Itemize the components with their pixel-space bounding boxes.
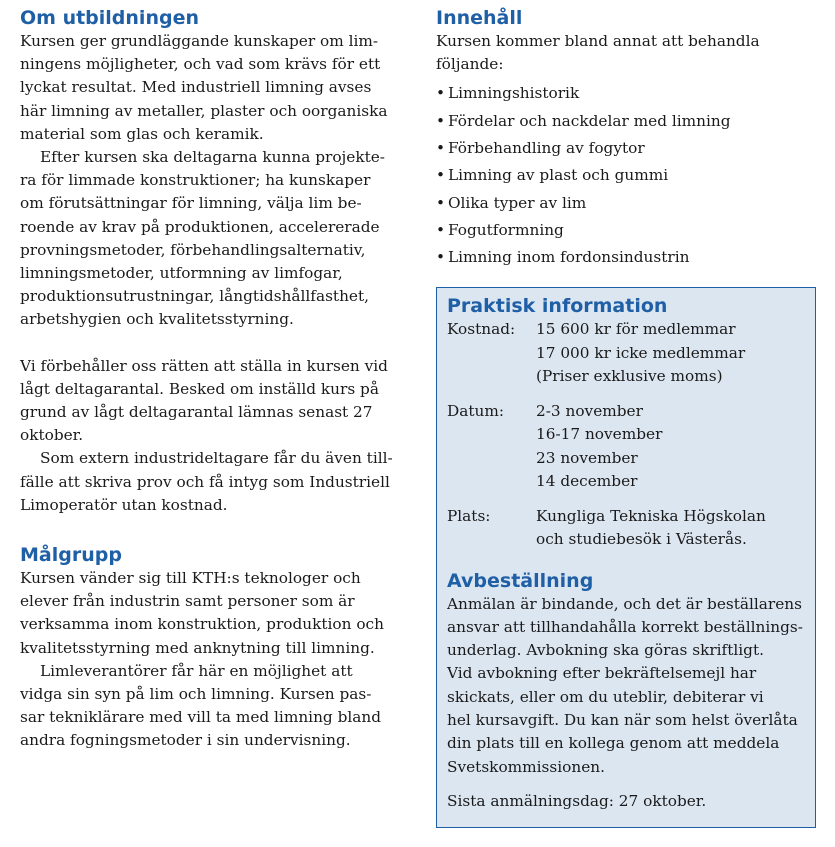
text-line: Efter kursen ska deltagarna kunna projekte- (40, 148, 385, 167)
list-item: • Fogutformning (436, 217, 821, 244)
text-line: andra fogningsmetoder i sin undervisning. (20, 731, 351, 750)
text-line: Kursen kommer bland annat att behandla (436, 32, 760, 50)
right-column (436, 0, 821, 271)
text-line: Kursen vänder sig till KTH:s teknologer och (20, 569, 361, 588)
date-value: 14 december (536, 472, 638, 490)
cost-value: (Priser exklusive moms) (536, 367, 723, 385)
bullet-icon: • (436, 166, 446, 185)
bullet-icon: • (436, 193, 446, 212)
about-paragraph-4 (20, 447, 405, 517)
text-line: ra för limmade konstruktioner; ha kunskaper (20, 171, 371, 190)
place-value: och studiebesök i Västerås. (536, 530, 747, 548)
text-line: här limning av metaller, plaster och oorganiska (20, 101, 388, 120)
text-line: elever från industrin samt personer som är (20, 592, 355, 611)
text-line: grund av lågt deltagarantal lämnas senast 27 (20, 403, 373, 422)
text-line: följande: (436, 55, 504, 74)
bullet-icon: • (436, 139, 446, 157)
text-line: kvalitetsstyrning med anknytning till limning. (20, 638, 375, 657)
list-item: • Limning av plast och gummi (436, 162, 821, 189)
text-line: material som glas och keramik. (20, 124, 264, 143)
text-line: Limoperatör utan kostnad. (20, 495, 228, 514)
text-line: lyckat resultat. Med industriell limning avses (20, 78, 372, 97)
practical-heading: Praktisk information (447, 295, 668, 317)
text-line: din plats till en kollega genom att meddela (447, 734, 780, 753)
date-label: Datum: (447, 401, 505, 420)
text-line: skickats, eller om du uteblir, debiterar vi (447, 687, 764, 706)
text-line: Vid avbokning efter bekräftelsemejl har (447, 664, 757, 683)
place-row (447, 505, 805, 552)
text-line: ansvar att tillhandahålla korrekt beställnings- (447, 617, 803, 636)
about-heading: Om utbildningen (20, 7, 199, 29)
text-line: oktober. (20, 426, 84, 445)
bullet-icon: • (436, 111, 446, 130)
text-line: verksamma inom konstruktion, produktion och (20, 615, 384, 634)
text-line: vidga sin syn på lim och limning. Kursen pas- (20, 685, 372, 704)
text-line: underlag. Avbokning ska göras skriftligt. (447, 641, 764, 660)
text-line: om förutsättningar för limning, välja lim be- (20, 194, 362, 213)
text-line: Anmälan är bindande, och det är beställarens (447, 594, 802, 613)
text-line: arbetshygien och kvalitetsstyrning. (20, 310, 294, 329)
target-paragraph-1 (20, 567, 405, 660)
bullet-icon: • (436, 84, 446, 103)
practical-info-box (436, 287, 816, 828)
text-line: provningsmetoder, förbehandlingsalternativ, (20, 240, 366, 259)
date-row (447, 400, 805, 494)
contents-heading: Innehåll (436, 7, 523, 29)
date-value: 23 november (536, 448, 638, 467)
text-line: limningsmetoder, utformning av limfogar, (20, 264, 343, 283)
text-line: hel kursavgift. Du kan när som helst överlåta (447, 710, 798, 729)
about-paragraph-2 (20, 146, 405, 332)
date-value: 16-17 november (536, 425, 663, 443)
text-line: lågt deltagarantal. Besked om inställd kurs på (20, 379, 379, 398)
list-item: • Limningshistorik (436, 80, 821, 107)
bullet-icon: • (436, 220, 446, 239)
text-line: Som extern industrideltagare får du även till- (40, 449, 393, 468)
text-line: roende av krav på produktionen, accelererade (20, 217, 380, 236)
target-paragraph-2 (20, 660, 405, 753)
target-heading: Målgrupp (20, 544, 122, 567)
cost-label: Kostnad: (447, 320, 516, 338)
left-column (20, 0, 405, 753)
place-value: Kungliga Tekniska Högskolan (536, 506, 766, 525)
text-line: fälle att skriva prov och få intyg som Industriell (20, 472, 390, 491)
text-line: produktionsutrustningar, långtidshållfasthet, (20, 287, 369, 306)
text-line: Limleverantörer får här en möjlighet att (40, 661, 353, 680)
place-label: Plats: (447, 506, 491, 525)
text-line: Svetskommissionen. (447, 757, 605, 776)
text-line: ningens möjligheter, och vad som krävs för ett (20, 55, 381, 74)
contents-list (436, 80, 821, 271)
list-item: • Fördelar och nackdelar med limning (436, 108, 821, 135)
deadline-text: Sista anmälningsdag: 27 oktober. (447, 791, 707, 810)
text-line: sar tekniklärare med vill ta med limning bland (20, 708, 382, 727)
cancellation-paragraph (447, 593, 805, 779)
list-item: • Limning inom fordonsindustrin (436, 244, 821, 271)
text-line: Kursen ger grundläggande kunskaper om lim- (20, 32, 379, 50)
text-line: Vi förbehåller oss rätten att ställa in kursen vid (20, 356, 388, 375)
about-paragraph-1 (20, 30, 405, 146)
cost-row (447, 318, 805, 389)
cost-value: 15 600 kr för medlemmar (536, 320, 736, 338)
list-item: • Olika typer av lim (436, 190, 821, 217)
bullet-icon: • (436, 248, 446, 267)
cost-value: 17 000 kr icke medlemmar (536, 343, 746, 362)
about-paragraph-3 (20, 355, 405, 448)
cancellation-heading: Avbeställning (447, 569, 594, 592)
date-value: 2-3 november (536, 401, 643, 420)
list-item: • Förbehandling av fogytor (436, 135, 821, 162)
